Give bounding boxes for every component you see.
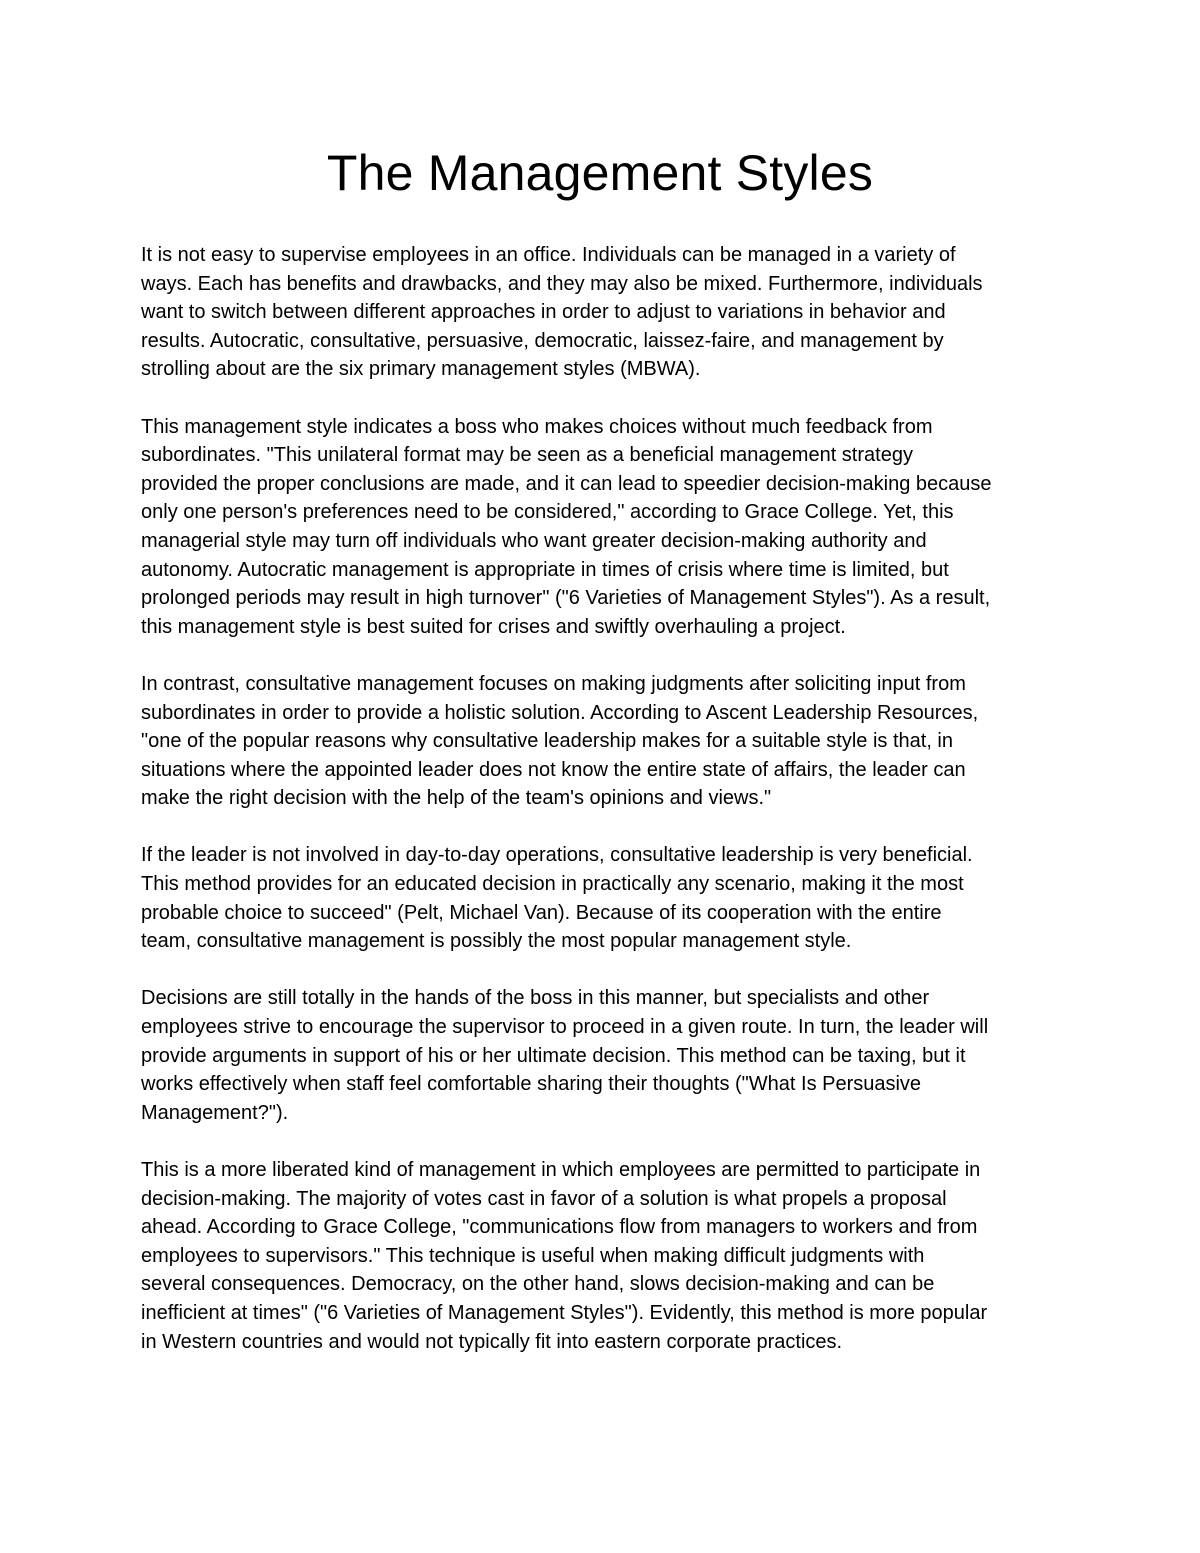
text-line: managerial style may turn off individuals who want greater decision-making authority and bbox=[141, 529, 927, 552]
text-line: employees to supervisors." This technique is useful when making difficult judgments with bbox=[141, 1244, 925, 1267]
text-line: ways. Each has benefits and drawbacks, and they may also be mixed. Furthermore, individuals bbox=[141, 272, 983, 295]
text-line: probable choice to succeed" (Pelt, Michael Van). Because of its cooperation with the entire bbox=[141, 901, 942, 924]
text-line: ahead. According to Grace College, "communications flow from managers to workers and from bbox=[141, 1216, 978, 1239]
text-line: strolling about are the six primary management styles (MBWA). bbox=[141, 358, 701, 381]
text-line: in Western countries and would not typically fit into eastern corporate practices. bbox=[141, 1330, 843, 1353]
text-line: It is not easy to supervise employees in an office. Individuals can be managed in a variety of bbox=[141, 244, 956, 266]
text-line: inefficient at times" ("6 Varieties of Management Styles"). Evidently, this method is more popular bbox=[141, 1301, 988, 1324]
text-line: want to switch between different approaches in order to adjust to variations in behavior and bbox=[141, 301, 946, 324]
text-line: Management?"). bbox=[141, 1101, 289, 1124]
text-line: this management style is best suited for crises and swiftly overhauling a project. bbox=[141, 615, 846, 638]
paragraph-autocratic bbox=[141, 413, 1066, 642]
document-title: The Management Styles bbox=[326, 145, 874, 201]
paragraph-persuasive bbox=[141, 984, 1066, 1127]
text-line: This is a more liberated kind of management in which employees are permitted to participate in bbox=[141, 1159, 981, 1181]
text-line: situations where the appointed leader does not know the entire state of affairs, the leader can bbox=[141, 758, 966, 781]
paragraph-consultative bbox=[141, 670, 1066, 813]
text-line: This method provides for an educated decision in practically any scenario, making it the most bbox=[141, 873, 964, 896]
text-line: In contrast, consultative management focuses on making judgments after soliciting input from bbox=[141, 672, 966, 695]
text-line: decision-making. The majority of votes cast in favor of a solution is what propels a proposal bbox=[141, 1187, 947, 1210]
document-body bbox=[141, 241, 1066, 1385]
text-line: several consequences. Democracy, on the other hand, slows decision-making and can be bbox=[141, 1273, 935, 1296]
text-line: make the right decision with the help of the team's opinions and views." bbox=[141, 787, 772, 810]
text-line: results. Autocratic, consultative, persuasive, democratic, laissez-faire, and management by bbox=[141, 329, 944, 352]
text-line: only one person's preferences need to be considered," according to Grace College. Yet, this bbox=[141, 501, 954, 524]
text-line: provided the proper conclusions are made, and it can lead to speedier decision-making because bbox=[141, 472, 992, 495]
text-line: works effectively when staff feel comfortable sharing their thoughts ("What Is Persuasive bbox=[141, 1073, 922, 1096]
text-line: If the leader is not involved in day-to-day operations, consultative leadership is very beneficial. bbox=[141, 844, 973, 867]
text-line: prolonged periods may result in high turnover" ("6 Varieties of Management Styles"). As a result, bbox=[141, 587, 991, 610]
text-line: Decisions are still totally in the hands of the boss in this manner, but specialists and other bbox=[141, 987, 930, 1010]
paragraph-democratic bbox=[141, 1156, 1066, 1356]
text-line: autonomy. Autocratic management is appropriate in times of crisis where time is limited, but bbox=[141, 558, 949, 581]
paragraph-consultative-benefits bbox=[141, 841, 1066, 955]
text-line: employees strive to encourage the supervisor to proceed in a given route. In turn, the leader will bbox=[141, 1016, 989, 1039]
paragraph-introduction bbox=[141, 241, 1066, 384]
text-line: This management style indicates a boss who makes choices without much feedback from bbox=[141, 415, 933, 438]
text-line: team, consultative management is possibly the most popular management style. bbox=[141, 930, 852, 953]
text-line: subordinates. "This unilateral format may be seen as a beneficial management strategy bbox=[141, 444, 913, 467]
text-line: provide arguments in support of his or her ultimate decision. This method can be taxing, but it bbox=[141, 1044, 966, 1067]
text-line: "one of the popular reasons why consultative leadership makes for a suitable style is that, in bbox=[141, 730, 953, 753]
text-line: subordinates in order to provide a holistic solution. According to Ascent Leadership Resources, bbox=[141, 701, 979, 724]
